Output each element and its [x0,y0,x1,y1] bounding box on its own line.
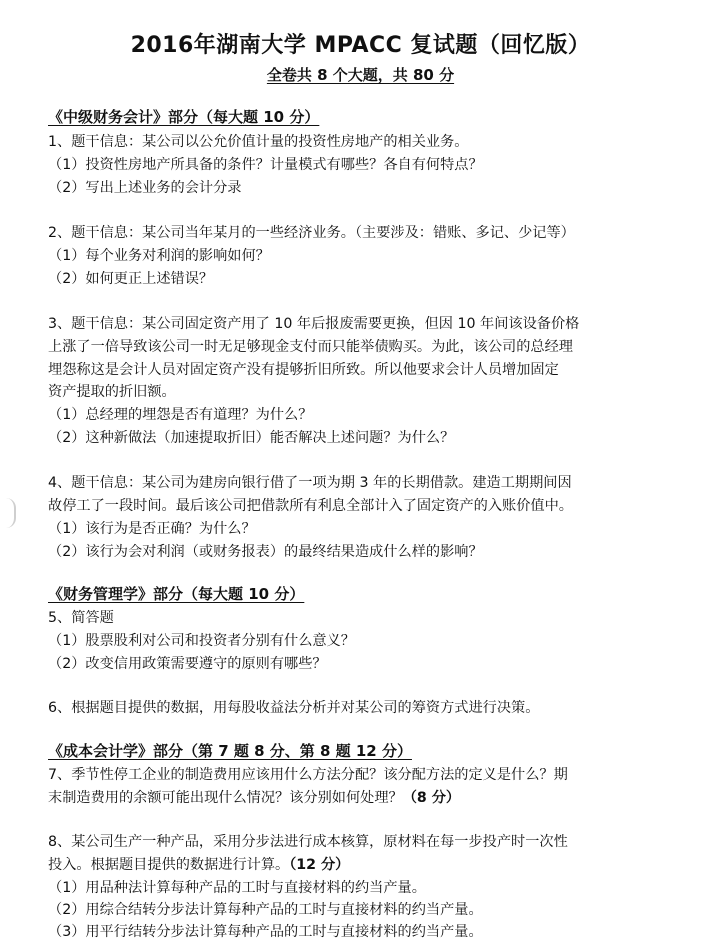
question-4-part-1: （1）该行为是否正确？为什么？ [48,521,256,537]
question-1-part-1: （1）投资性房地产所具备的条件？计量模式有哪些？各自有何特点？ [48,157,483,173]
question-4-stem-line-1: 4、题干信息：某公司为建房向银行借了一项为期 3 年的长期借款。建造工期期间因 [48,475,572,491]
question-2-part-2: （2）如何更正上述错误？ [48,271,214,287]
question-8-score: （12 分） [289,857,350,873]
page-subtitle [0,64,721,85]
question-7-stem-line-2 [48,788,460,808]
subtitle-text: 全卷共 8 个大题，共 80 分 [266,66,455,84]
section-heading-cost-accounting: 《成本会计学》部分（第 7 题 8 分、第 8 题 12 分） [48,742,412,760]
section-heading-financial-management: 《财务管理学》部分（每大题 10 分） [48,585,305,603]
question-3-stem-line-4: 资产提取的折旧额。 [48,384,176,400]
question-1-part-2: （2）写出上述业务的会计分录 [48,180,242,196]
question-8-part-3: （3）用平行结转分步法计算每种产品的工时与直接材料的约当产量。 [48,924,483,940]
question-4-part-2: （2）该行为会对利润（或财务报表）的最终结果造成什么样的影响？ [48,544,483,560]
question-1-stem: 1、题干信息：某公司以公允价值计量的投资性房地产的相关业务。 [48,134,469,150]
question-3-stem-line-2: 上涨了一倍导致该公司一时无足够现金支付而只能举债购买。为此，该公司的总经理 [48,339,573,355]
question-8-part-1: （1）用品种法计算每种产品的工时与直接材料的约当产量。 [48,880,426,896]
question-8-stem-line-1: 8、某公司生产一种产品，采用分步法进行成本核算，原材料在每一步投产时一次性 [48,834,568,850]
question-2-part-1: （1）每个业务对利润的影响如何？ [48,248,270,264]
question-7-score: （8 分） [402,790,461,806]
question-4-stem-line-2: 故停工了一段时间。最后该公司把借款所有利息全部计入了固定资产的入账价值中。 [48,498,573,514]
question-2-stem: 2、题干信息：某公司当年某月的一些经济业务。（主要涉及：错账、多记、少记等） [48,225,575,241]
page-title: 2016年湖南大学 MPACC 复试题（回忆版） [130,33,591,58]
question-3-stem-line-1: 3、题干信息：某公司固定资产用了 10 年后报废需要更换，但因 10 年间该设备价格 [48,316,580,332]
scan-edge-mark [6,498,16,528]
question-3-part-2: （2）这种新做法（加速提取折旧）能否解决上述问题？为什么？ [48,430,455,446]
question-7-stem-line-1: 7、季节性停工企业的制造费用应该用什么方法分配？该分配方法的定义是什么？期 [48,767,568,783]
question-5-stem: 5、简答题 [48,610,114,626]
question-5-part-1: （1）股票股利对公司和投资者分别有什么意义？ [48,633,355,649]
section-heading-intermediate-accounting: 《中级财务会计》部分（每大题 10 分） [48,108,320,126]
question-8-part-2: （2）用综合结转分步法计算每种产品的工时与直接材料的约当产量。 [48,902,483,918]
question-7-stem-line-2-text: 末制造费用的余额可能出现什么情况？该分别如何处理？ [48,790,403,806]
question-8-stem-line-2 [48,855,349,875]
question-6-stem: 6、根据题目提供的数据，用每股收益法分析并对某公司的筹资方式进行决策。 [48,700,540,716]
question-8-stem-line-2-text: 投入。根据题目提供的数据进行计算。 [48,857,290,873]
question-3-part-1: （1）总经理的埋怨是否有道理？为什么？ [48,407,313,423]
question-5-part-2: （2）改变信用政策需要遵守的原则有哪些？ [48,656,327,672]
question-3-stem-line-3: 埋怨称这是会计人员对固定资产没有提够折旧所致。所以他要求会计人员增加固定 [48,362,559,378]
